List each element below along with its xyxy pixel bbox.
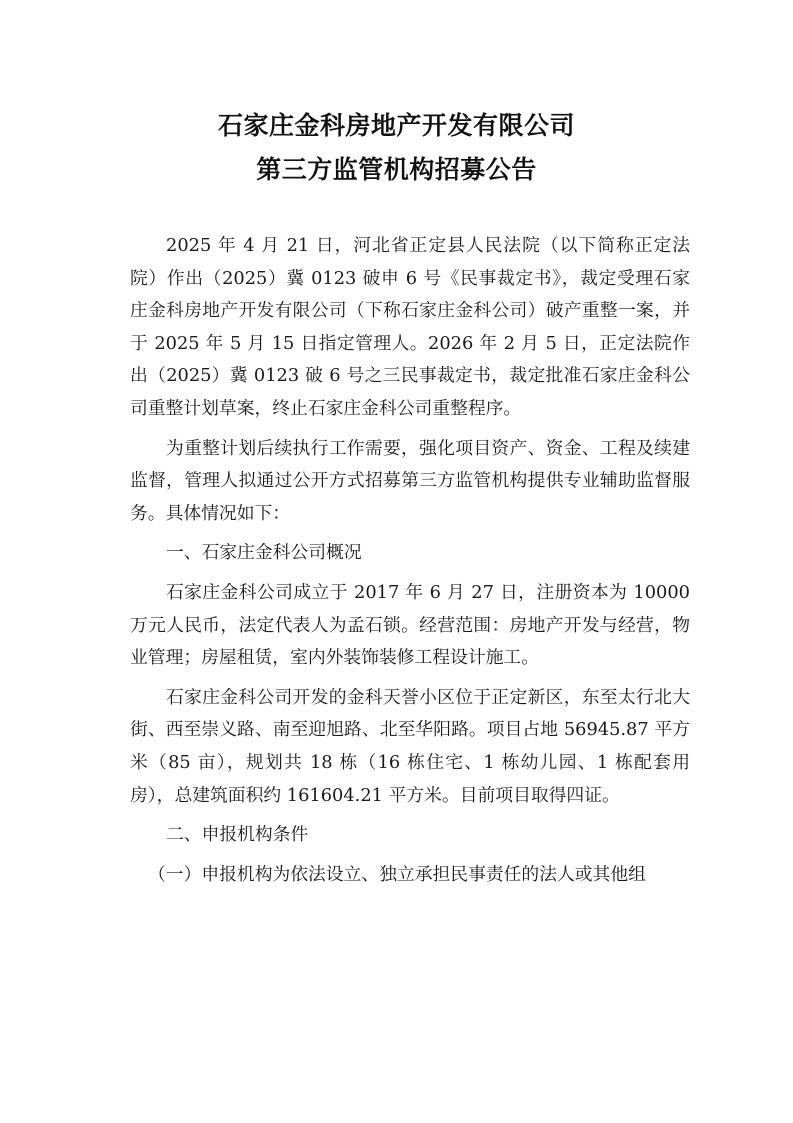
document-body: [130, 230, 690, 898]
paragraph-background: 2025 年 4 月 21 日，河北省正定县人民法院（以下简称正定法院）作出（2025）冀 0123 破申 6 号《民事裁定书》，裁定受理石家庄金科房地产开发有限公司（下称石家庄金科公司）破产重整一案，并于 2025 年 5 月 15 日指定管理人。2026 年 2 月 5 日，正定法院作出（2025）冀 0123 破 6 号之三民事裁定书，裁定批准石家庄金科公司重整计划草案，终止石家庄金科公司重整程序。: [130, 235, 690, 419]
section-heading-applicant-conditions: 二、申报机构条件: [166, 824, 309, 846]
section-heading-company-overview: 一、石家庄金科公司概况: [166, 542, 362, 564]
paragraph-condition-1: （一）申报机构为依法设立、独立承担民事责任的法人或其他组: [148, 863, 646, 885]
paragraph-company-info: 石家庄金科公司成立于 2017 年 6 月 27 日，注册资本为 10000 万元人民币，法定代表人为孟石锁。经营范围：房地产开发与经营，物业管理；房屋租赁，室内外装饰装修工程设计施工。: [130, 581, 690, 669]
title-line-notice: 第三方监管机构招募公告: [256, 155, 537, 184]
paragraph-project-info: 石家庄金科公司开发的金科天誉小区位于正定新区，东至太行北大街、西至崇义路、南至迎旭路、北至华阳路。项目占地 56945.87 平方米（85 亩），规划共 18 栋（16 栋住宅、1 栋幼儿园、1 栋配套用房），总建筑面积约 161604.21 平方米。目前项目取得四证。: [130, 686, 690, 806]
document-title: [0, 104, 793, 192]
paragraph-purpose: 为重整计划后续执行工作需要，强化项目资产、资金、工程及续建监督，管理人拟通过公开方式招募第三方监管机构提供专业辅助监督服务。具体情况如下：: [130, 437, 690, 524]
title-line-company: 石家庄金科房地产开发有限公司: [217, 111, 575, 140]
